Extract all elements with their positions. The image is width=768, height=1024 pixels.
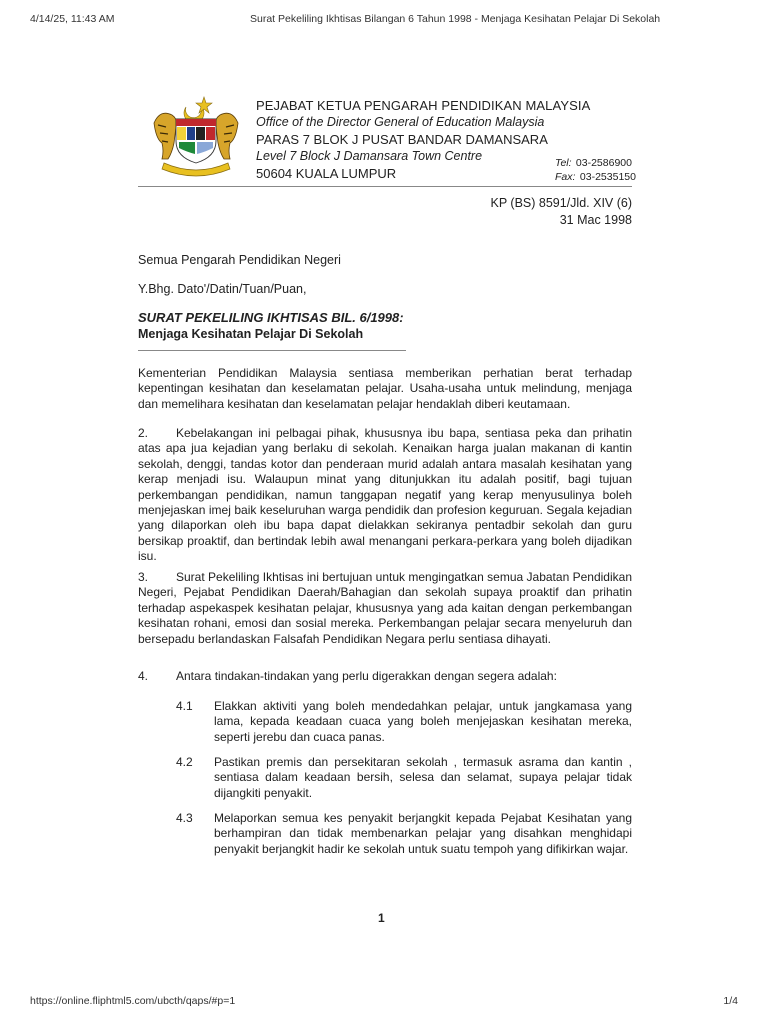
reference-number: KP (BS) 8591/Jld. XIV (6): [490, 196, 632, 210]
subject: [138, 309, 404, 343]
subject-title: SURAT PEKELILING IKHTISAS BIL. 6/1998:: [138, 310, 404, 325]
fax-number: 03-2535150: [579, 171, 636, 183]
reference-date: 31 Mac 1998: [559, 213, 632, 227]
paragraph-4-number: 4.: [138, 669, 149, 683]
paragraph-1: Kementerian Pendidikan Malaysia sentiasa memberikan perhatian berat terhadap kepentingan kesihatan dan keselamatan pelajar. Usaha-usaha untuk melindung, menjaga dan memelihara kesihatan dan keselamatan pelajar hendaklah diberi keutamaan.: [138, 366, 632, 411]
list-item-text: Elakkan aktiviti yang boleh mendedahkan pelajar, untuk jangkamasa yang lama, kepada keadaan cuaca yang boleh menjejaskan kesihatan mereka, seperti jerebu dan cuaca panas.: [214, 699, 632, 744]
print-title: Surat Pekeliling Ikhtisas Bilangan 6 Tahun 1998 - Menjaga Kesihatan Pelajar Di Sekolah: [250, 13, 661, 25]
letterhead-divider: [138, 186, 632, 187]
print-date: 4/14/25, 11:43 AM: [30, 13, 115, 25]
letterhead: [256, 97, 590, 182]
print-page-count: 1/4: [723, 995, 738, 1007]
page-number: 1: [378, 911, 385, 925]
tel-number: 03-2586900: [575, 157, 632, 169]
salutation: Y.Bhg. Dato'/Datin/Tuan/Puan,: [138, 282, 307, 296]
tel-row: [555, 156, 636, 170]
fax-row: [555, 170, 636, 184]
list-item-text: Pastikan premis dan persekitaran sekolah , termasuk asrama dan kantin , sentiasa dalam keadaan bersih, selesa dan selamat, supaya pelajar tidak dijangkiti penyakit.: [214, 755, 632, 800]
coat-of-arms-icon: [146, 93, 246, 179]
paragraph-2: [138, 426, 632, 565]
tel-label: Tel:: [555, 157, 572, 169]
paragraph-3: [138, 570, 632, 647]
contact-block: [555, 156, 636, 184]
list-item-number: 4.2: [176, 755, 193, 769]
letterhead-office-en: Office of the Director General of Education Malaysia: [256, 115, 545, 129]
recipient: Semua Pengarah Pendidikan Negeri: [138, 253, 341, 267]
subject-subtitle: Menjaga Kesihatan Pelajar Di Sekolah: [138, 327, 364, 341]
paragraph-3-number: 3.: [138, 570, 149, 584]
reference-block: [491, 195, 633, 229]
paragraph-2-text: Kebelakangan ini pelbagai pihak, khususnya ibu bapa, sentiasa peka dan prihatin atas apa jua kejadian yang berlaku di sekolah. Kenaikan harga jualan makanan di kantin sekolah, denggi, tandas kotor dan penderaan murid adalah antara masalah kesihatan yang kerap menjadi isu. Walaupun minat yang ditunjukkan itu adalah positif, bagi tujuan perkembangan pendidikan, namun tanggapan negatif yang kerap menyusulinya boleh menjejaskan imej baik keseluruhan warga pendidik dan profesion keguruan. Segala kejadian yang dilaporkan oleh ibu bapa dapat dielakkan sekiranya pentadbir sekolah dan guru bersikap proaktif, dan bertindak lebih awal menangani perkara-perkara yang boleh dijadikan isu.: [138, 426, 632, 564]
list-item-number: 4.1: [176, 699, 193, 713]
paragraph-3-text: Surat Pekeliling Ikhtisas ini bertujuan untuk mengingatkan semua Jabatan Pendidikan Negeri, Pejabat Pendidikan Daerah/Bahagian dan sekolah supaya proaktif dan prihatin terhadap aspekaspek kesihatan pelajar, khususnya yang ada kaitan dengan perkembangan kesihatan rohani, emosi dan sosial mereka. Perkembangan pelajar secara menyeluruh dan bersepadu berlandaskan Falsafah Pendidikan Negara perlu sentiasa dihayati.: [138, 570, 632, 646]
fax-label: Fax:: [555, 171, 576, 183]
list-item-number: 4.3: [176, 811, 193, 825]
paragraph-2-number: 2.: [138, 426, 149, 440]
list-item-text: Melaporkan semua kes penyakit berjangkit kepada Pejabat Kesihatan yang berhampiran dan tidak membenarkan pelajar yang disahkan menghidapi penyakit berjangkit hadir ke sekolah untuk suatu tempoh yang difikirkan wajar.: [214, 811, 632, 856]
subject-underline: [138, 350, 406, 351]
letterhead-office-ms: PEJABAT KETUA PENGARAH PENDIDIKAN MALAYSIA: [256, 98, 591, 113]
letterhead-address-en: Level 7 Block J Damansara Town Centre: [256, 149, 483, 163]
letterhead-postcode: 50604 KUALA LUMPUR: [256, 166, 397, 181]
paragraph-4-text: Antara tindakan-tindakan yang perlu digerakkan dengan segera adalah:: [176, 669, 557, 683]
print-url: https://online.fliphtml5.com/ubcth/qaps/#p=1: [30, 995, 236, 1007]
letterhead-address-ms: PARAS 7 BLOK J PUSAT BANDAR DAMANSARA: [256, 132, 548, 147]
